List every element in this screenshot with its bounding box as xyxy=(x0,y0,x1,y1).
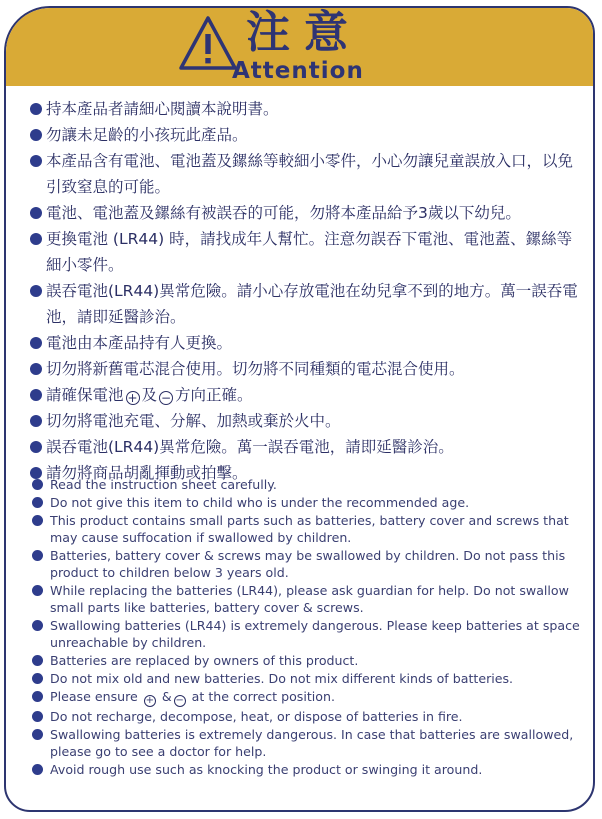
bullet-icon xyxy=(32,673,43,684)
bullet-icon xyxy=(32,620,43,631)
bullet-icon xyxy=(30,129,42,141)
list-item: 切勿將新舊電芯混合使用。切勿將不同種類的電芯混合使用。 xyxy=(30,356,586,382)
plus-icon: + xyxy=(127,391,138,405)
list-item: 電池、電池蓋及鏍絲有被誤吞的可能，勿將本產品給予3歲以下幼兒。 xyxy=(30,200,586,226)
list-item: While replacing the batteries (LR44), please ask guardian for help. Do not swallow small parts like batteries, battery cover & screws. xyxy=(30,582,586,616)
minus-icon: − xyxy=(161,391,172,405)
bullet-icon xyxy=(30,207,42,219)
bullet-icon xyxy=(32,764,43,775)
bullet-icon xyxy=(30,155,42,167)
list-item: 持本產品者請細心閱讀本說明書。 xyxy=(30,96,586,122)
list-item: 勿讓未足齡的小孩玩此產品。 xyxy=(30,122,586,148)
bullet-icon xyxy=(30,337,42,349)
bullet-icon xyxy=(32,585,43,596)
bullet-icon xyxy=(30,363,42,375)
bullet-icon xyxy=(32,515,43,526)
chinese-warning-list xyxy=(30,96,586,486)
list-item: Do not mix old and new batteries. Do not mix different kinds of batteries. xyxy=(30,670,586,687)
english-warning-list xyxy=(30,476,586,779)
list-item: Read the instruction sheet carefully. xyxy=(30,476,586,493)
list-item: 請勿將商品胡亂揮動或拍擊。 xyxy=(30,460,586,486)
list-item: 切勿將電池充電、分解、加熱或棄於火中。 xyxy=(30,408,586,434)
bullet-icon xyxy=(32,479,43,490)
list-item: 誤吞電池(LR44)異常危險。萬一誤吞電池，請即延醫診治。 xyxy=(30,434,586,460)
bullet-icon xyxy=(32,691,43,702)
bullet-icon xyxy=(30,285,42,297)
attention-card xyxy=(4,6,595,812)
bullet-icon xyxy=(30,233,42,245)
bullet-icon xyxy=(30,103,42,115)
bullet-icon xyxy=(32,711,43,722)
list-item: Batteries are replaced by owners of this product. xyxy=(30,652,586,669)
list-item: Do not give this item to child who is under the recommended age. xyxy=(30,494,586,511)
plus-icon: + xyxy=(145,695,154,706)
bullet-icon xyxy=(32,550,43,561)
list-item: Swallowing batteries is extremely dangerous. In case that batteries are swallowed, please go to see a doctor for help. xyxy=(30,726,586,760)
minus-icon: − xyxy=(175,695,184,706)
list-item: 電池由本產品持有人更換。 xyxy=(30,330,586,356)
list-item: Batteries, battery cover & screws may be swallowed by children. Do not pass this product to children below 3 years old. xyxy=(30,547,586,581)
list-item: Do not recharge, decompose, heat, or dispose of batteries in fire. xyxy=(30,708,586,725)
bullet-icon xyxy=(30,389,42,401)
list-item: 請確保電池 + 及 − 方向正確。 xyxy=(30,382,586,408)
list-item: 本產品含有電池、電池蓋及鏍絲等較細小零件，小心勿讓兒童誤放入口，以免引致窒息的可能。 xyxy=(30,148,586,200)
list-item: This product contains small parts such as batteries, battery cover and screws that may cause suffocation if swallowed by children. xyxy=(30,512,586,546)
bullet-icon xyxy=(32,655,43,666)
list-item: 更換電池 (LR44) 時，請找成年人幫忙。注意勿誤吞下電池、電池蓋、鏍絲等細小零件。 xyxy=(30,226,586,278)
title-chinese: 注意 xyxy=(246,7,362,58)
list-item: Swallowing batteries (LR44) is extremely dangerous. Please keep batteries at space unreachable by children. xyxy=(30,617,586,651)
attention-header xyxy=(6,8,593,86)
warning-triangle-icon xyxy=(178,14,238,74)
bullet-icon xyxy=(32,497,43,508)
list-item: Avoid rough use such as knocking the product or swinging it around. xyxy=(30,761,586,778)
title-english: Attention xyxy=(232,58,364,84)
bullet-icon xyxy=(30,415,42,427)
list-item: 誤吞電池(LR44)異常危險。請小心存放電池在幼兒拿不到的地方。萬一誤吞電池，請即延醫診治。 xyxy=(30,278,586,330)
bullet-icon xyxy=(30,441,42,453)
list-item: Please ensure + & − at the correct position. xyxy=(30,688,586,707)
bullet-icon xyxy=(32,729,43,740)
